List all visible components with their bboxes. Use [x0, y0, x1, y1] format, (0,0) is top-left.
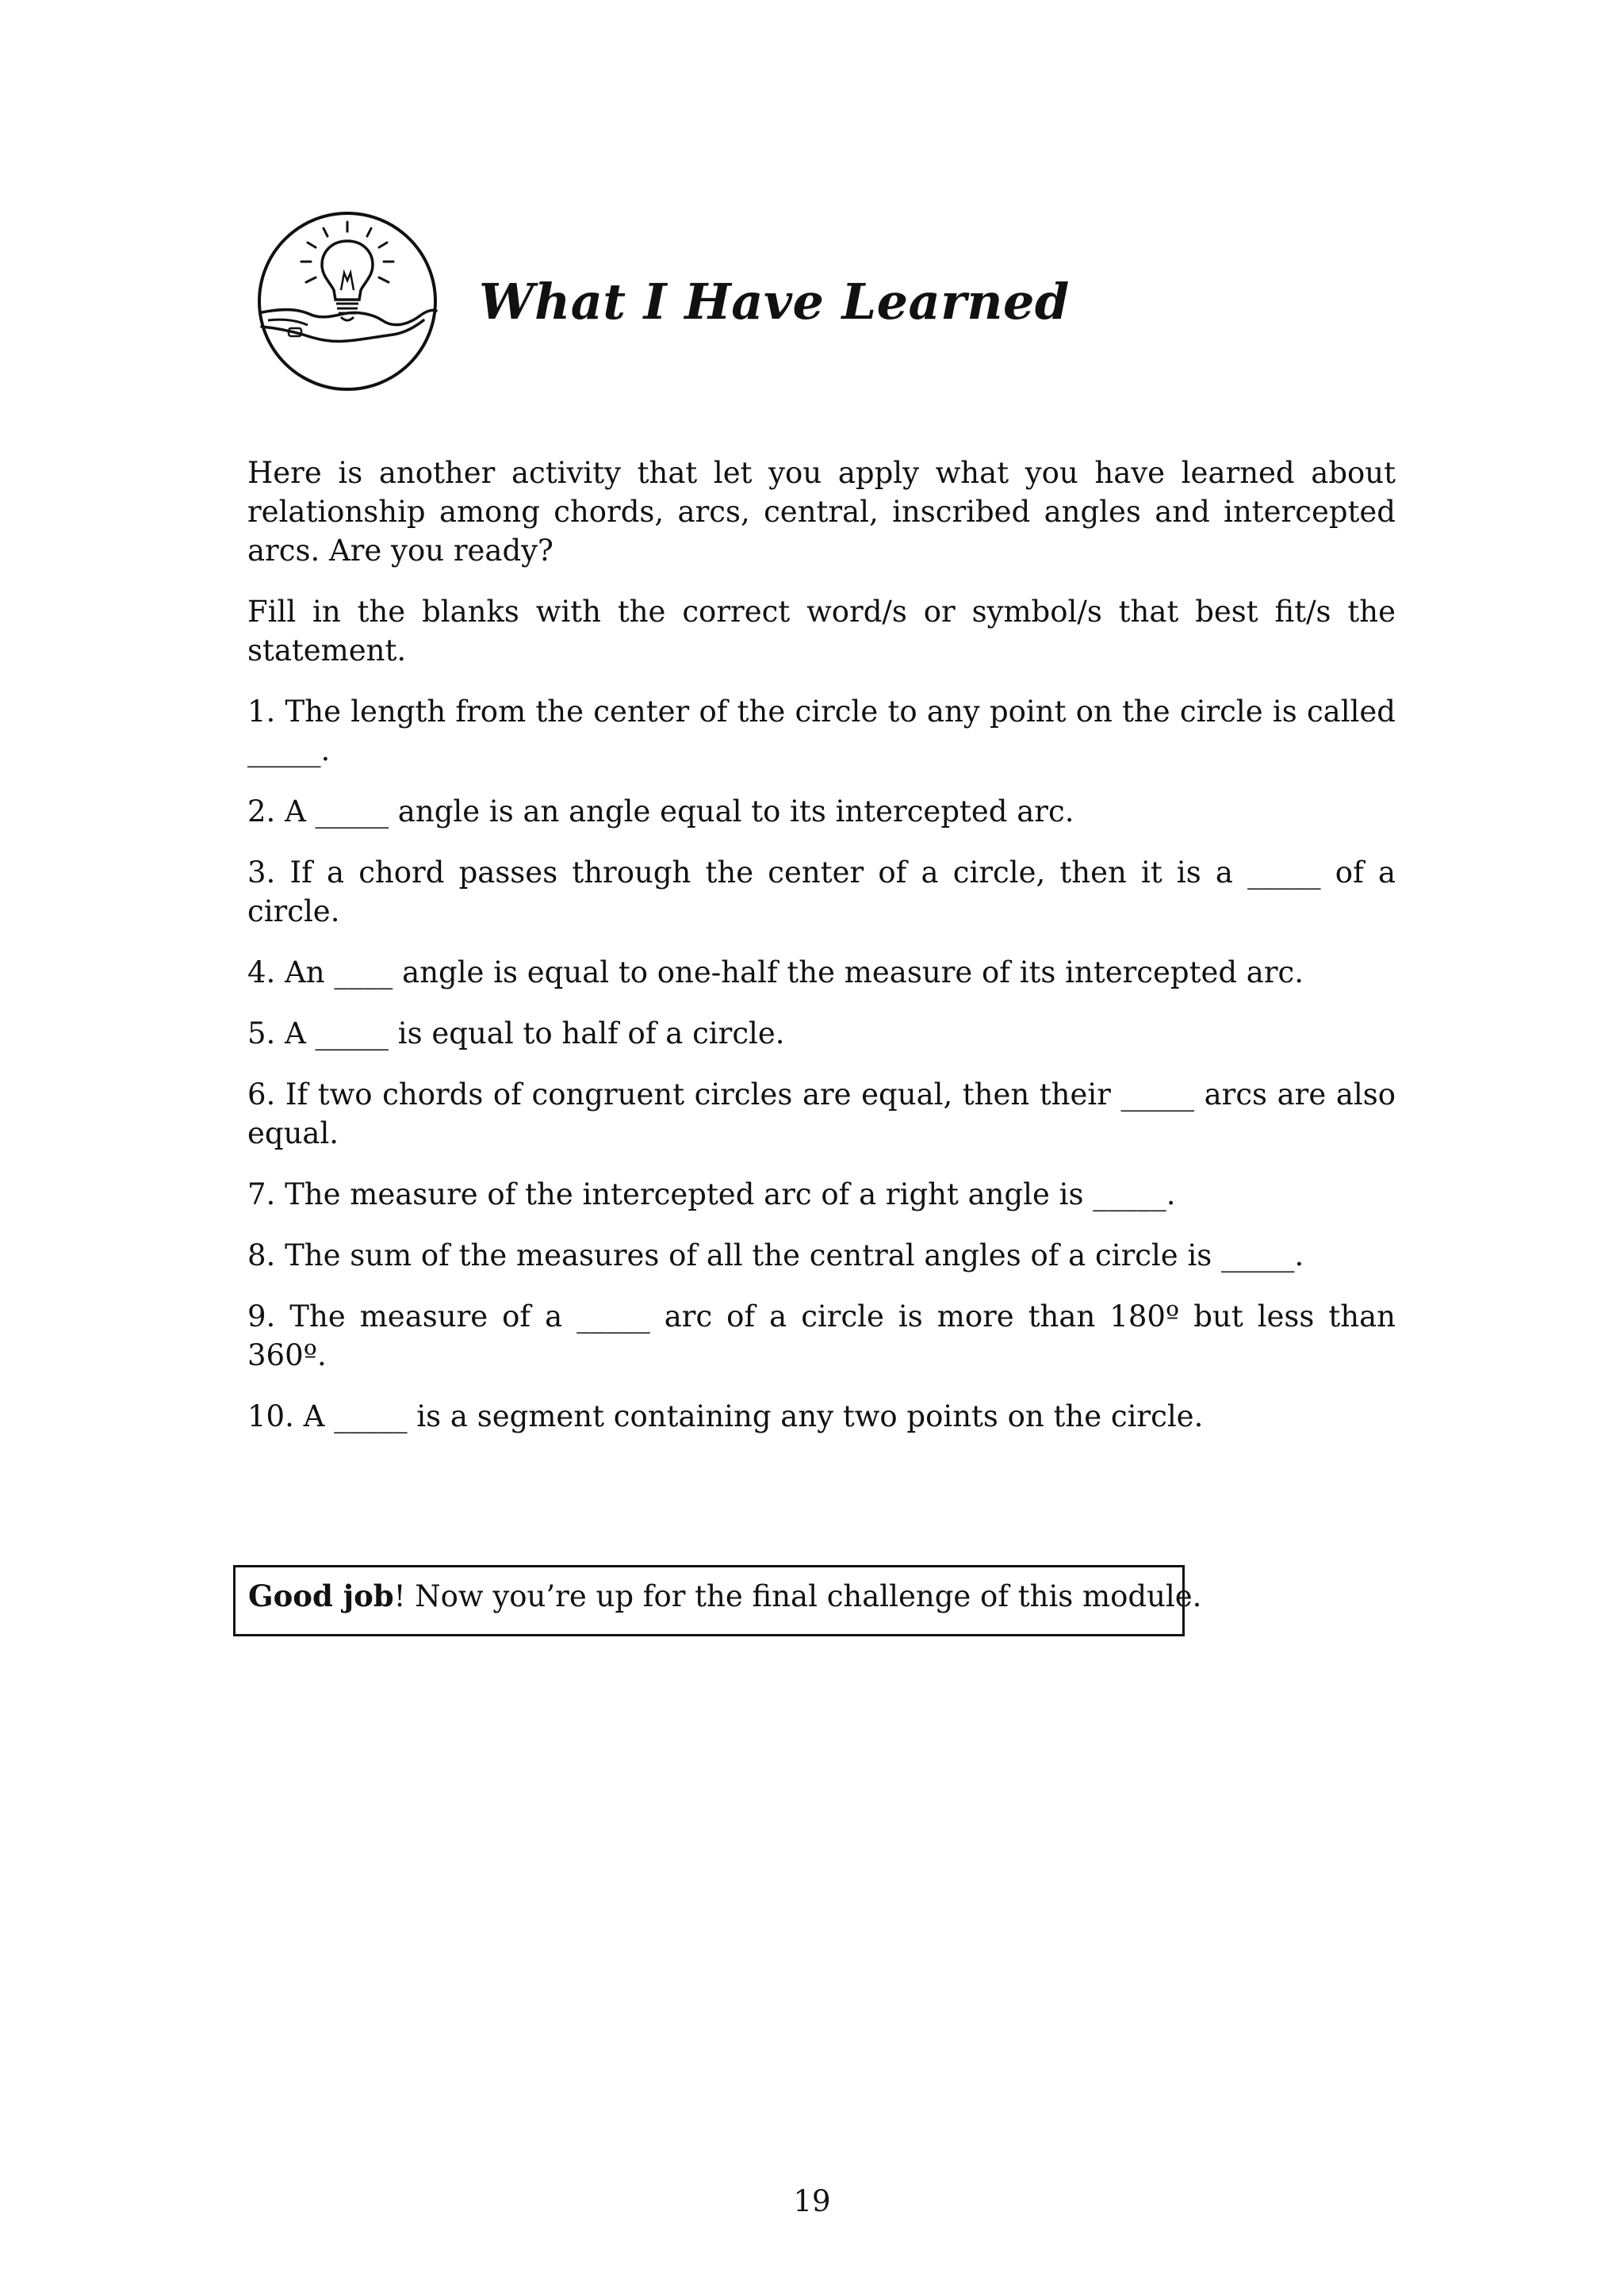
list-item: 10. A _____ is a segment containing any two points on the circle.: [247, 1399, 1204, 1433]
list-item: 2. A _____ angle is an angle equal to its intercepted arc.: [247, 794, 1074, 828]
list-item: 3. If a chord passes through the center of a circle, then it is a _____ of a circle.: [247, 855, 1396, 928]
activity-content: [247, 453, 1396, 1458]
list-item: 1. The length from the center of the circle to any point on the circle is called _____.: [247, 695, 1396, 767]
section-header: [254, 208, 1070, 395]
list-item: 9. The measure of a _____ arc of a circle is more than 180º but less than 360º.: [247, 1299, 1396, 1372]
callout-box: [233, 1565, 1202, 1636]
list-item: 4. An ____ angle is equal to one-half the measure of its intercepted arc.: [247, 955, 1304, 989]
lightbulb-hand-icon: [254, 208, 441, 395]
callout-bold: Good job: [248, 1578, 394, 1613]
list-item: 6. If two chords of congruent circles are equal, then their _____ arcs are also equal.: [247, 1077, 1396, 1150]
page-number: 19: [793, 2184, 831, 2218]
list-item: 8. The sum of the measures of all the central angles of a circle is _____.: [247, 1238, 1304, 1272]
page-title: What I Have Learned: [479, 272, 1070, 331]
intro-paragraph: Here is another activity that let you apply what you have learned about relationship among chords, arcs, central, inscribed angles and intercepted arcs. Are you ready?: [247, 456, 1396, 568]
list-item: 7. The measure of the intercepted arc of a right angle is _____.: [247, 1177, 1176, 1211]
instruction-paragraph: Fill in the blanks with the correct word/s or symbol/s that best fit/s the statement.: [247, 595, 1396, 668]
callout-text: ! Now you’re up for the final challenge of this module.: [393, 1579, 1202, 1613]
list-item: 5. A _____ is equal to half of a circle.: [247, 1016, 785, 1050]
